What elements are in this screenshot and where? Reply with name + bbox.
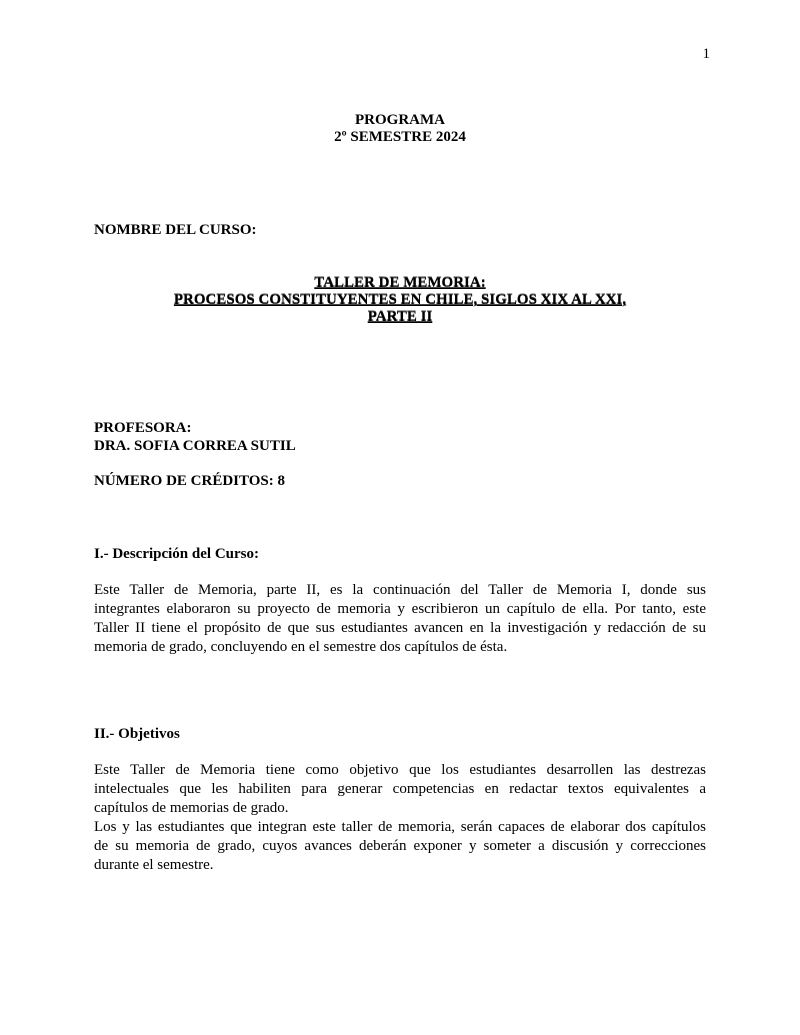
credits-text: NÚMERO DE CRÉDITOS: 8 (94, 473, 285, 489)
description-paragraph (94, 581, 706, 657)
paragraph-line: intelectuales que les habiliten para generar competencias en redactar textos equivalentes a (94, 781, 706, 797)
section-heading-objectives: II.- Objetivos (94, 726, 180, 742)
course-name-label: NOMBRE DEL CURSO: (94, 222, 257, 238)
paragraph-line: capítulos de memorias de grado. (94, 800, 289, 816)
page-number: 1 (702, 46, 710, 62)
section-heading-description: I.- Descripción del Curso: (94, 546, 259, 562)
objectives-paragraph (94, 761, 706, 875)
header-program: PROGRAMA (355, 112, 445, 128)
paragraph-line: Los y las estudiantes que integran este taller de memoria, serán capaces de elaborar dos capítulos (94, 819, 706, 835)
paragraph-line: memoria de grado, concluyendo en el semestre dos capítulos de ésta. (94, 639, 508, 655)
professor-name: DRA. SOFIA CORREA SUTIL (94, 438, 296, 454)
paragraph-line: integrantes elaboraron su proyecto de memoria y escribieron un capítulo de ella. Por tanto, este (94, 601, 706, 617)
professor-label: PROFESORA: (94, 420, 192, 436)
course-title-line: TALLER DE MEMORIA: (314, 275, 486, 291)
paragraph-line: Taller II tiene el propósito de que sus estudiantes avancen en la investigación y redacción de su (94, 620, 706, 636)
document-header (0, 112, 800, 146)
course-title (0, 275, 800, 326)
paragraph-line: Este Taller de Memoria, parte II, es la continuación del Taller de Memoria I, donde sus (94, 582, 706, 598)
paragraph-line: de su memoria de grado, cuyos avances deberán exponer y someter a discusión y correcciones (94, 838, 706, 854)
header-semester: 2º SEMESTRE 2024 (334, 129, 466, 145)
paragraph-line: Este Taller de Memoria tiene como objetivo que los estudiantes desarrollen las destrezas (94, 762, 706, 778)
course-title-line: PROCESOS CONSTITUYENTES EN CHILE, SIGLOS XIX AL XXI, (173, 292, 627, 308)
paragraph-line: durante el semestre. (94, 857, 214, 873)
course-title-line: PARTE II (367, 309, 433, 325)
